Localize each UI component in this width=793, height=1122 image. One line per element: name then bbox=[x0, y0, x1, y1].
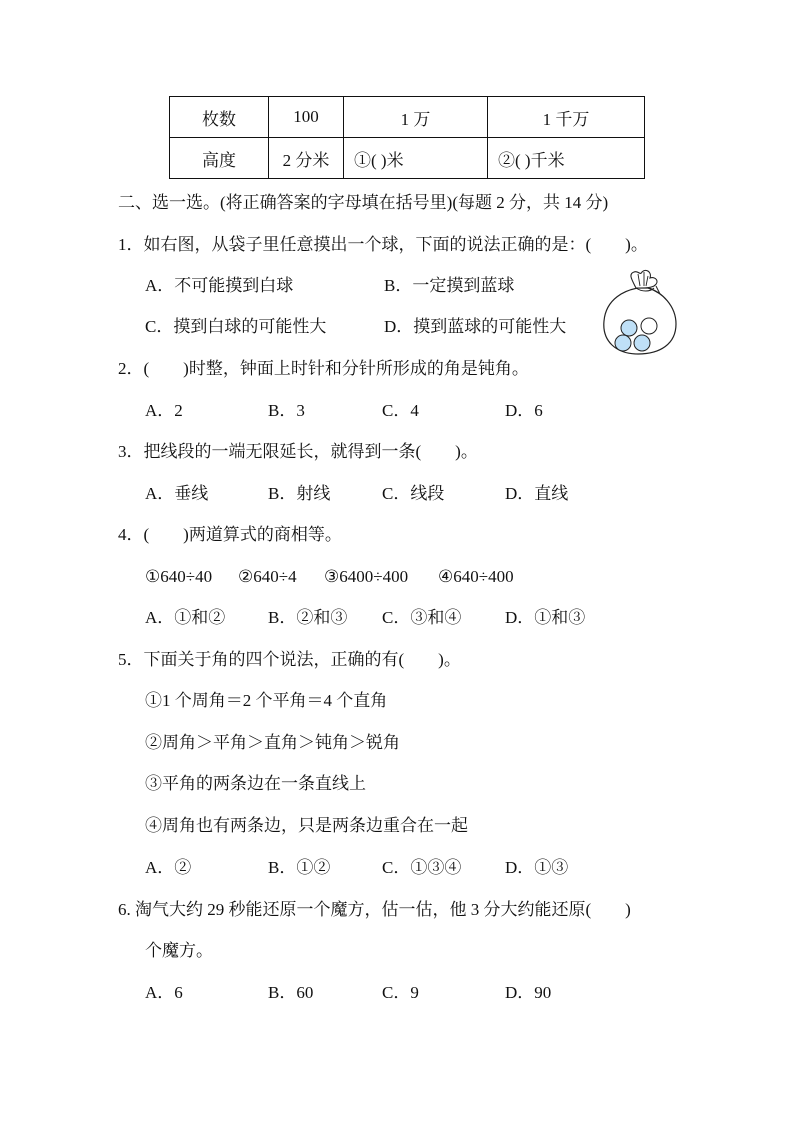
question-6-stem: 6. 淘气大约 29 秒能还原一个魔方，估一估，他 3 分大约能还原( ) bbox=[118, 900, 631, 919]
question-6-option-b[interactable]: B．60 bbox=[268, 983, 314, 1002]
question-6-option-c[interactable]: C．9 bbox=[382, 983, 419, 1002]
question-5-option-c[interactable]: C．①③④ bbox=[382, 858, 462, 877]
table-cell: 高度 bbox=[170, 138, 269, 179]
question-5-statement-4: ④周角也有两条边，只是两条边重合在一起 bbox=[145, 816, 468, 835]
section-title: 二、选一选。(将正确答案的字母填在括号里)(每题 2 分，共 14 分) bbox=[118, 193, 609, 212]
table-row bbox=[170, 138, 645, 179]
question-1-option-b[interactable]: B．一定摸到蓝球 bbox=[384, 276, 515, 295]
question-3-option-a[interactable]: A．垂线 bbox=[145, 484, 209, 503]
blue-ball bbox=[615, 335, 631, 351]
question-5-option-a[interactable]: A．② bbox=[145, 858, 192, 877]
question-3-option-b[interactable]: B．射线 bbox=[268, 484, 331, 503]
table-cell: 1 万 bbox=[344, 97, 488, 138]
question-5-option-d[interactable]: D．①③ bbox=[505, 858, 569, 877]
table-cell: 枚数 bbox=[170, 97, 269, 138]
question-2-option-b[interactable]: B．3 bbox=[268, 401, 305, 420]
question-1-option-d[interactable]: D．摸到蓝球的可能性大 bbox=[384, 317, 567, 336]
conversion-table bbox=[169, 96, 645, 179]
table-row bbox=[170, 97, 645, 138]
question-1-option-c[interactable]: C．摸到白球的可能性大 bbox=[145, 317, 327, 336]
blue-ball bbox=[621, 320, 637, 336]
question-2-stem: 2．( )时整，钟面上时针和分针所形成的角是钝角。 bbox=[118, 359, 529, 378]
table-cell: 1 千万 bbox=[488, 97, 645, 138]
question-4-expr-4: ④640÷400 bbox=[438, 567, 514, 586]
question-2-option-c[interactable]: C．4 bbox=[382, 401, 419, 420]
white-ball bbox=[641, 318, 657, 334]
question-5-statement-3: ③平角的两条边在一条直线上 bbox=[145, 774, 366, 793]
question-4-stem: 4．( )两道算式的商相等。 bbox=[118, 525, 342, 544]
question-2-option-a[interactable]: A．2 bbox=[145, 401, 183, 420]
question-4-expr-2: ②640÷4 bbox=[238, 567, 297, 586]
question-4-expr-3: ③6400÷400 bbox=[324, 567, 409, 586]
question-3-option-c[interactable]: C．线段 bbox=[382, 484, 445, 503]
question-6-option-d[interactable]: D．90 bbox=[505, 983, 552, 1002]
question-4-option-b[interactable]: B．②和③ bbox=[268, 608, 348, 627]
question-2-option-d[interactable]: D．6 bbox=[505, 401, 543, 420]
question-4-option-c[interactable]: C．③和④ bbox=[382, 608, 462, 627]
question-5-statement-2: ②周角＞平角＞直角＞钝角＞锐角 bbox=[145, 733, 400, 752]
ball-bag-figure bbox=[598, 266, 680, 358]
question-3-option-d[interactable]: D．直线 bbox=[505, 484, 569, 503]
answer-blank-cell[interactable]: ①( )米 bbox=[344, 138, 488, 179]
question-1-option-a[interactable]: A．不可能摸到白球 bbox=[145, 276, 294, 295]
question-5-statement-1: ①1 个周角＝2 个平角＝4 个直角 bbox=[145, 691, 388, 710]
question-6-option-a[interactable]: A．6 bbox=[145, 983, 183, 1002]
question-4-option-a[interactable]: A．①和② bbox=[145, 608, 226, 627]
question-5-option-b[interactable]: B．①② bbox=[268, 858, 331, 877]
question-1-stem: 1．如右图，从袋子里任意摸出一个球，下面的说法正确的是：( )。 bbox=[118, 235, 648, 254]
question-4-option-d[interactable]: D．①和③ bbox=[505, 608, 586, 627]
question-3-stem: 3．把线段的一端无限延长，就得到一条( )。 bbox=[118, 442, 478, 461]
blue-ball bbox=[634, 335, 650, 351]
table-cell: 100 bbox=[269, 97, 344, 138]
answer-blank-cell[interactable]: ②( )千米 bbox=[488, 138, 645, 179]
question-6-stem-continued: 个魔方。 bbox=[145, 941, 213, 960]
table-cell: 2 分米 bbox=[269, 138, 344, 179]
question-5-stem: 5．下面关于角的四个说法，正确的有( )。 bbox=[118, 650, 461, 669]
question-4-expr-1: ①640÷40 bbox=[145, 567, 213, 586]
